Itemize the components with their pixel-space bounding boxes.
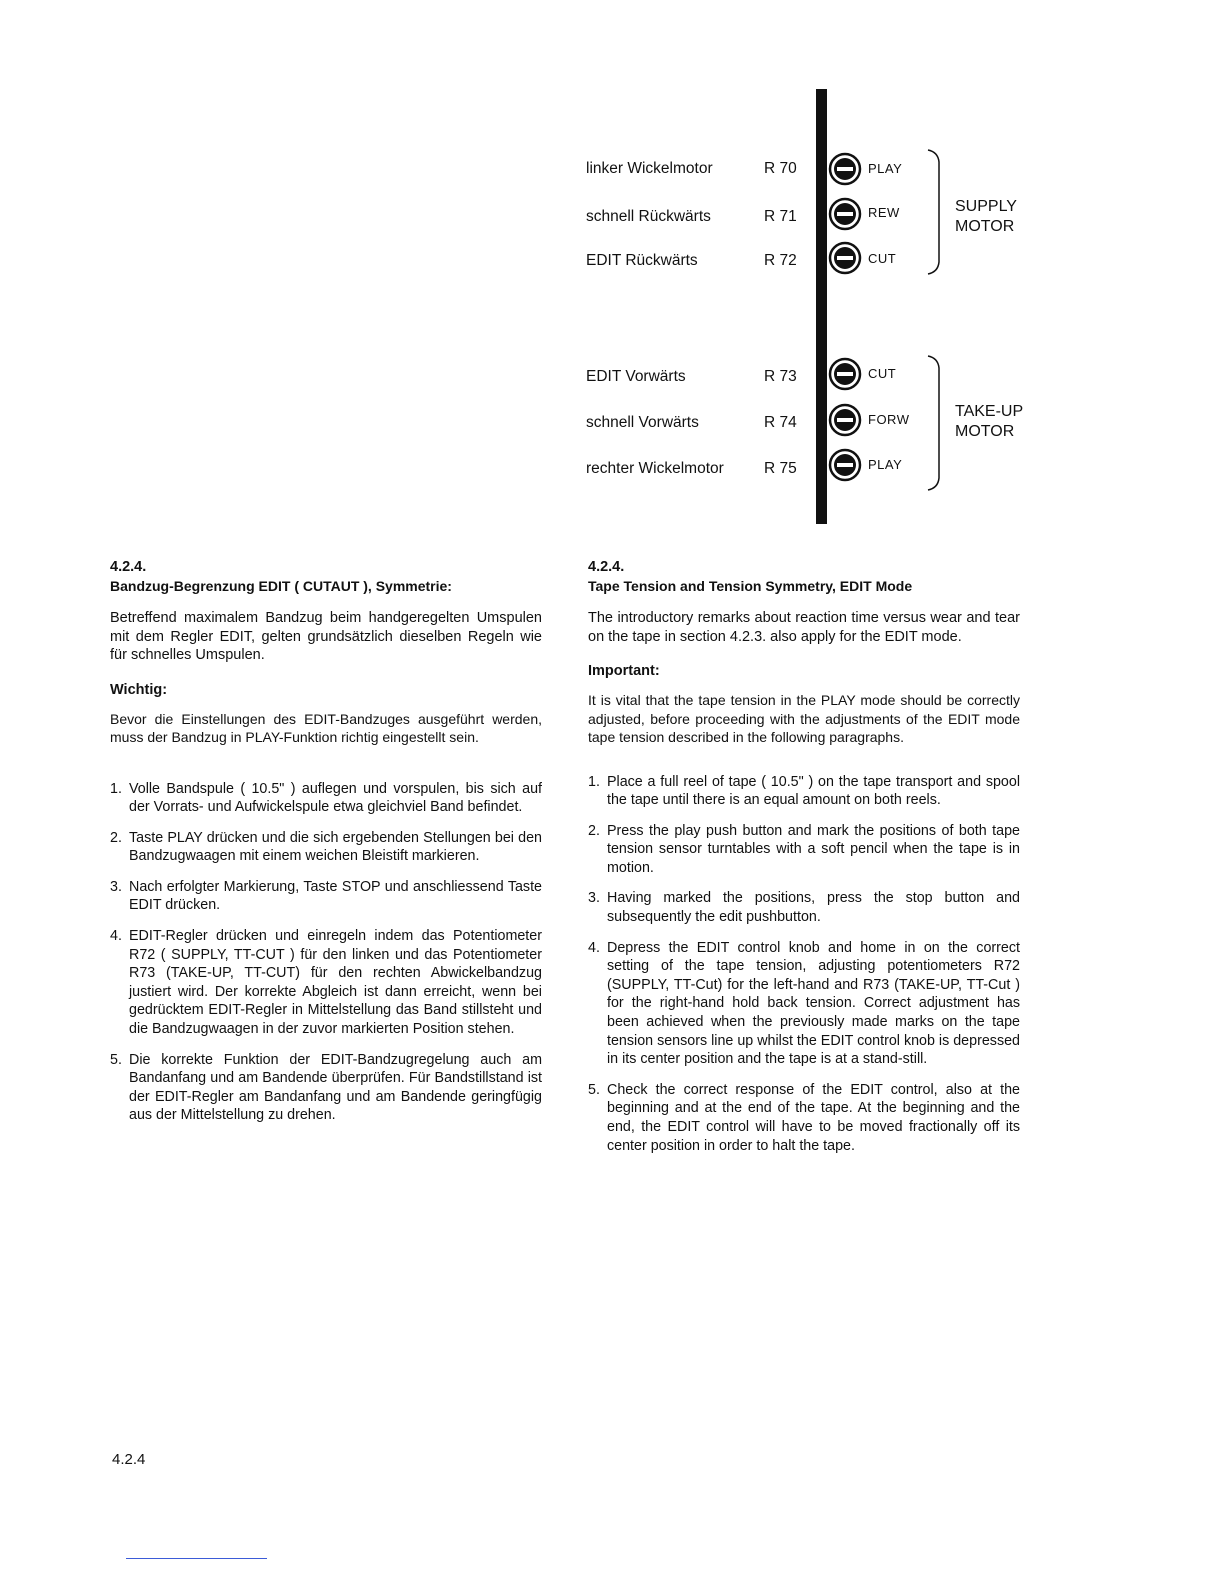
takeup-title-line1: TAKE-UP: [955, 403, 1024, 420]
step-text: Place a full reel of tape ( 10.5" ) on the tape transport and spool the tape until there is an equal amount on both reels.: [607, 773, 1020, 809]
step-text: Taste PLAY drücken und die sich ergebenden Stellungen bei den Bandzugwaagen mit einem weichen Bleistift markieren.: [129, 829, 542, 865]
pot-label-r73: EDIT Vorwärts: [586, 368, 686, 385]
pot-func-r72: CUT: [868, 251, 897, 266]
potentiometer-r72-icon: [828, 241, 862, 275]
pot-func-r74: FORW: [868, 412, 910, 427]
english-column: [588, 558, 1020, 1167]
pot-ref-r70: R 70: [764, 160, 797, 177]
supply-title-line1: SUPPLY: [955, 198, 1017, 215]
pot-ref-r71: R 71: [764, 208, 797, 225]
pot-func-r73: CUT: [868, 366, 897, 381]
pot-label-r70: linker Wickelmotor: [586, 160, 713, 177]
supply-motor-title: [955, 197, 1017, 237]
step-number: 4.: [110, 928, 122, 945]
step-number: 4.: [588, 939, 600, 956]
step-text: Press the play push button and mark the positions of both tape tension sensor turntables with a soft pencil when the tape is in motion.: [607, 822, 1020, 876]
list-item: [110, 780, 542, 817]
german-column: [110, 558, 542, 1137]
panel-bar: [816, 89, 827, 524]
step-number: 2.: [110, 829, 122, 846]
bottom-rule: [126, 1558, 267, 1559]
german-section-number: 4.2.4.: [110, 559, 147, 575]
list-item: [588, 773, 1020, 810]
pot-ref-r74: R 74: [764, 414, 797, 431]
pot-ref-r72: R 72: [764, 252, 797, 269]
step-text: Nach erfolgter Markierung, Taste STOP und anschliessend Taste EDIT drücken.: [129, 878, 542, 914]
english-steps: [588, 773, 1020, 1156]
list-item: [110, 927, 542, 1039]
german-steps: [110, 780, 542, 1126]
english-section-title: Tape Tension and Tension Symmetry, EDIT Mode: [588, 578, 913, 594]
pot-func-r71: REW: [868, 205, 900, 220]
takeup-title-line2: MOTOR: [955, 423, 1015, 440]
pot-label-r71: schnell Rückwärts: [586, 208, 711, 225]
english-important-heading: Important:: [588, 663, 660, 679]
takeup-motor-title: [955, 402, 1023, 442]
step-number: 5.: [110, 1051, 122, 1068]
list-item: [588, 939, 1020, 1069]
pot-ref-r75: R 75: [764, 460, 797, 477]
supply-bracket-icon: [924, 146, 948, 278]
potentiometer-r74-icon: [828, 403, 862, 437]
english-intro: The introductory remarks about reaction time versus wear and tear on the tape in section 4.2.3. also apply for the EDIT mode.: [588, 610, 1020, 645]
step-number: 1.: [110, 780, 122, 797]
english-section-number: 4.2.4.: [588, 559, 625, 575]
potentiometer-r71-icon: [828, 197, 862, 231]
step-number: 2.: [588, 822, 600, 839]
pot-func-r70: PLAY: [868, 161, 903, 176]
list-item: [588, 1081, 1020, 1155]
pot-label-r72: EDIT Rückwärts: [586, 252, 698, 269]
list-item: [110, 829, 542, 866]
pot-label-r75: rechter Wickelmotor: [586, 460, 724, 477]
step-number: 3.: [588, 890, 600, 907]
page-number: 4.2.4: [112, 1451, 146, 1468]
potentiometer-r70-icon: [828, 152, 862, 186]
pot-label-r74: schnell Vorwärts: [586, 414, 699, 431]
step-number: 5.: [588, 1081, 600, 1098]
list-item: [110, 1051, 542, 1125]
step-number: 1.: [588, 773, 600, 790]
step-text: EDIT-Regler drücken und einregeln indem das Potentiometer R72 ( SUPPLY, TT-CUT ) für den linken und das Potentiometer R73 (TAKE-UP, TT-CUT) für den rechten Abwickelbandzug justiert wird. Der korrekte Abgleich ist dann erreicht, wenn bei gedrücktem EDIT-Regler in Mittelstellung das Band stillsteht und die Bandzugwaagen in der zuvor markierten Position stehen.: [129, 928, 542, 1038]
pot-func-r75: PLAY: [868, 457, 903, 472]
english-important-text: It is vital that the tape tension in the PLAY mode should be correctly adjusted, before proceeding with the adjustments of the EDIT mode tape tension described in the following paragraphs.: [588, 692, 1020, 745]
list-item: [110, 878, 542, 915]
takeup-bracket-icon: [924, 352, 948, 494]
german-important-heading: Wichtig:: [110, 681, 168, 698]
step-text: Volle Bandspule ( 10.5" ) auflegen und vorspulen, bis sich auf der Vorrats- und Aufwickelspule etwa gleichviel Band befindet.: [129, 780, 542, 816]
german-important-text: Bevor die Einstellungen des EDIT-Bandzuges ausgeführt werden, muss der Bandzug in PLAY-Funktion richtig eingestellt sein.: [110, 710, 542, 745]
step-number: 3.: [110, 878, 122, 895]
german-intro: Betreffend maximalem Bandzug beim handgeregelten Umspulen mit dem Regler EDIT, gelten grundsätzlich dieselben Regeln wie für schnelles Umspulen.: [110, 610, 542, 663]
potentiometer-diagram: [0, 0, 1224, 540]
potentiometer-r73-icon: [828, 357, 862, 391]
step-text: Die korrekte Funktion der EDIT-Bandzugregelung auch am Bandanfang und am Bandende überprüfen. Für Bandstillstand ist der EDIT-Regler am Bandanfang und am Bandende geringfügig aus der Mittelstellung zu drehen.: [129, 1051, 542, 1124]
german-section-title: Bandzug-Begrenzung EDIT ( CUTAUT ), Symmetrie:: [110, 578, 452, 594]
list-item: [588, 822, 1020, 878]
step-text: Check the correct response of the EDIT control, also at the beginning and at the end of the tape. At the beginning and the end, the EDIT control will have to be moved fractionally off its center position in order to halt the tape.: [607, 1081, 1020, 1154]
list-item: [588, 889, 1020, 926]
potentiometer-r75-icon: [828, 448, 862, 482]
pot-ref-r73: R 73: [764, 368, 797, 385]
step-text: Having marked the positions, press the stop button and subsequently the edit pushbutton.: [607, 890, 1020, 926]
supply-title-line2: MOTOR: [955, 218, 1015, 235]
step-text: Depress the EDIT control knob and home in on the correct setting of the tape tension, adjusting potentiometers R72 (SUPPLY, TT-Cut) for the left-hand and R73 (TAKE-UP, TT-Cut ) for the right-hand hold back tension. Correct adjustment has been achieved when the previously made marks on the tape tension sensors line up whilst the EDIT control knob is depressed in its center position and the tape is at a stand-still.: [607, 939, 1020, 1068]
